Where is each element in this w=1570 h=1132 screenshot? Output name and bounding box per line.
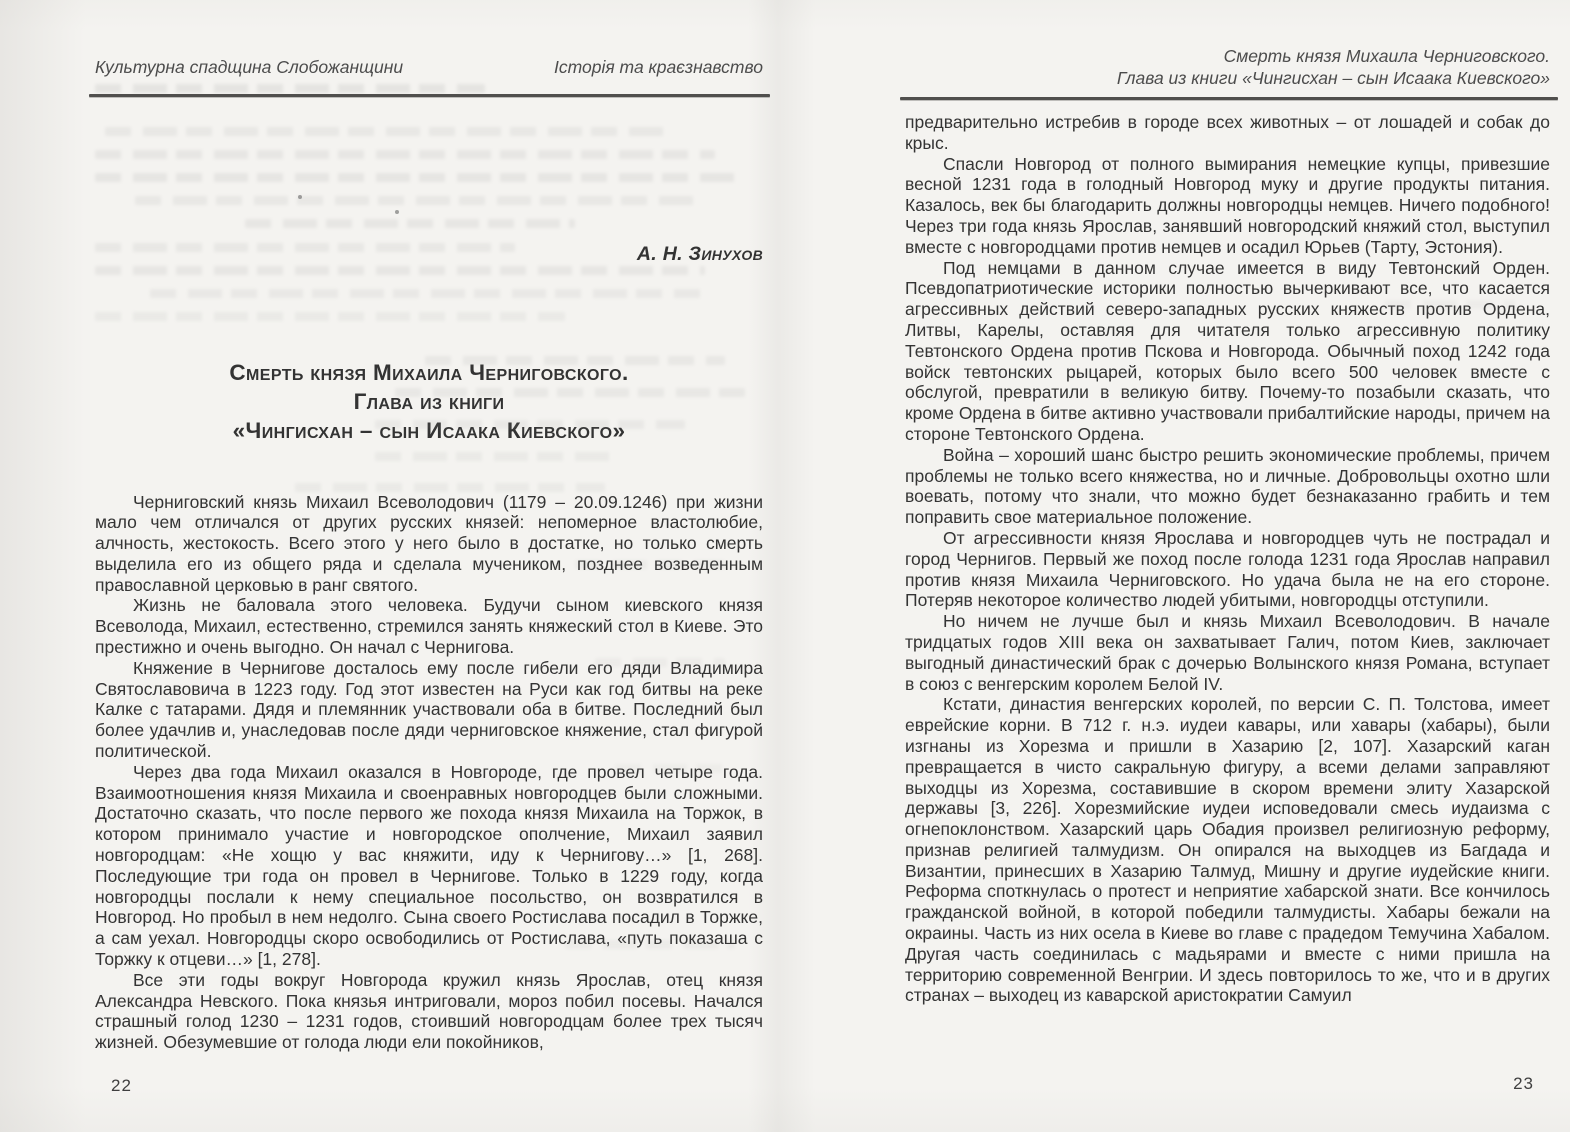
bleedthrough-line bbox=[95, 150, 715, 159]
author-name: А. Н. Зинухов bbox=[636, 242, 763, 265]
running-head-section: Історія та краєзнавство bbox=[554, 57, 763, 77]
header-rule bbox=[900, 97, 1558, 100]
bleedthrough-line bbox=[95, 173, 740, 182]
bleedthrough-line bbox=[135, 196, 695, 205]
bleedthrough-line bbox=[95, 84, 485, 93]
bleedthrough-line bbox=[95, 266, 705, 275]
article-title-line: «Чингисхан – сын Исаака Киевского» bbox=[232, 417, 626, 443]
paragraph: Кстати, династия венгерских королей, по версии С. П. Толстова, имеет еврейские корни. В 712 г. н.э. иудеи кавары, или хавары (хабары), были изгнаны из Хорезма и пришли в Хазарию [2, 107]. Хазарский каган превращается в чисто сакральную фигуру, а всеми делами заправляют выходцы из Хорезма, составившие в скором времени элиту Хазарской державы [3, 226]. Хорезмийские иудеи исповедовали смесь иудаизма с огнепоклонством. Хазарский царь Обадия произвел религиозную реформу, признав религией талмудизм. Он опирался на выходцев из Багдада и Византии, принесших в Хазарию Талмуд, Мишну и другие иудейские книги. Реформа споткнулась о протест и неприятие хабарской знати. Все кончилось гражданской войной, в которой победили талмудисты. Хабары бежали на окраины. Часть из них осела в Киеве во главе с прадедом Темучина Хабалом. Другая часть соединилась с мадьярами и вместе с ними пришла на территорию современной Венгрии. И здесь повторилось то же, что и в других странах – выходец из каварской аристократии Самуил bbox=[905, 694, 1550, 1006]
paragraph: Спасли Новгород от полного вымирания немецкие купцы, привезшие весной 1231 года в голодный Новгород муку и другие продукты питания. Казалось, век бы благодарить должны новгородцы немцев. Ничего подобного! Через три года князь Ярослав, занявший новгородский княжий стол, выступил вместе с новгородцами против немцев и осадил Юрьев (Тарту, Эстония). bbox=[905, 153, 1550, 257]
paragraph: Жизнь не баловала этого человека. Будучи сыном киевского князя Всеволода, Михаил, естественно, стремился занять княжеский стол в Киеве. Это престижно и очень выгодно. Он начал с Чернигова. bbox=[95, 595, 763, 658]
running-head-line: Смерть князя Михаила Черниговского. bbox=[1223, 46, 1550, 66]
bleedthrough-line bbox=[245, 219, 575, 228]
bleedthrough-line bbox=[375, 452, 615, 461]
paragraph: Княжение в Чернигове досталось ему после гибели его дяди Владимира Святославовича в 1223 году. Год этот известен на Руси как год битвы на реке Калке с татарами. Дядя и племянник участвовали оба в битве. Последний был более удачлив и, унаследовав после дяди черниговское княжение, стал фигурой политической. bbox=[95, 657, 763, 762]
paragraph: Под немцами в данном случае имеется в виду Тевтонский Орден. Псевдопатриотические историки полностью вычеркивают все, что касается агрессивных действий северо-западных русских княжеств против Ордена, Литвы, Карелы, оставляя для читателя только агрессивную политику Тевтонского Ордена против Пскова и Новгорода. Обычный поход 1242 года войск тевтонских рыцарей, которых было всего 500 человек вместе с обслугой, превратили в великую битву. Почему-то позабыли сказать, что кроме Ордена в битве активно участвовали прибалтийские народы, причем на стороне Тевтонского Ордена. bbox=[905, 257, 1550, 444]
right-page bbox=[905, 0, 1550, 1132]
left-running-head bbox=[95, 0, 763, 79]
ink-speck bbox=[395, 210, 399, 214]
ink-speck bbox=[298, 195, 302, 199]
header-rule bbox=[89, 94, 770, 97]
paragraph: Черниговский князь Михаил Всеволодович (1179 – 20.09.1246) при жизни мало чем отличался от других русских князей: непомерное властолюбие, алчность, жестокость. Всего этого у него было в достатке, но только смерть выделила его из общего ряда и сделала мучеником, позднее возведенным православной церковью в ранг святого. bbox=[95, 491, 763, 595]
paragraph: Через два года Михаил оказался в Новгороде, где провел четыре года. Взаимоотношения князя Михаила и своенравных новгородцев были сложными. Достаточно сказать, что после первого же похода князя Михаила на Торжок, в котором принимало участие и новгородское ополчение, Михаил заявил новгородцам: «Не хощю у вас княжити, иду к Чернигову…» [1, 268]. Последующие три года он провел в Чернигове. Только в 1229 году, когда новгородцы послали к нему специальное посольство, он возвратился в Новгород. Но пробыл в нем недолго. Сына своего Ростислава посадил в Торжке, а сам уехал. Новгородцы скоро освободились от Ростислава, «путь показаша с Торжку к отцеви…» [1, 278]. bbox=[95, 761, 763, 970]
left-page-body bbox=[95, 492, 763, 1054]
paragraph: Но ничем не лучше был и князь Михаил Всеволодович. В начале тридцатых годов XIII века он захватывает Галич, потом Киев, заключает выгодный династический брак с дочерью Волынского князя Романа, вступает в союз с венгерским королем Белой IV. bbox=[905, 611, 1550, 694]
article-title-line: Глава из книги bbox=[353, 388, 505, 414]
article-title bbox=[95, 358, 763, 445]
running-head-series: Культурна спадщина Слобожанщини bbox=[95, 57, 404, 77]
page-number-left: 22 bbox=[111, 1076, 132, 1095]
paragraph: От агрессивности князя Ярослава и новгородцев чуть не пострадал и город Чернигов. Первый же поход после голода 1231 года Ярослав направил против князя Михаила Черниговского. Но удача была не на его стороне. Потеряв некоторое количество людей убитыми, новгородцы отступили. bbox=[905, 527, 1550, 611]
left-page bbox=[95, 0, 763, 1132]
bleedthrough-line bbox=[95, 312, 565, 321]
bleedthrough-line bbox=[150, 289, 700, 298]
paragraph: предварительно истребив в городе всех животных – от лошадей и собак до крыс. bbox=[905, 112, 1550, 153]
article-title-line: Смерть князя Михаила Черниговского. bbox=[229, 359, 629, 385]
paragraph: Все эти годы вокруг Новгорода кружил князь Ярослав, отец князя Александра Невского. Пока князья интриговали, мороз побил посевы. Начался страшный голод 1230 – 1231 годов, стоивший новгородцам более трех тысяч жизней. Обезумевшие от голода люди ели покойников, bbox=[95, 969, 763, 1053]
page-number-right: 23 bbox=[1513, 1074, 1534, 1093]
right-page-body bbox=[905, 112, 1550, 1006]
running-head-line: Глава из книги «Чингисхан – сын Исаака Киевского» bbox=[1116, 67, 1550, 88]
right-running-head bbox=[905, 0, 1550, 89]
bleedthrough-line bbox=[105, 127, 665, 136]
paragraph: Война – хороший шанс быстро решить экономические проблемы, причем проблемы не только всего княжества, но и личные. Добровольцы охотно шли воевать, потому что знали, что можно будет безнаказанно грабить и тем поправить свое материальное положение. bbox=[905, 444, 1550, 528]
